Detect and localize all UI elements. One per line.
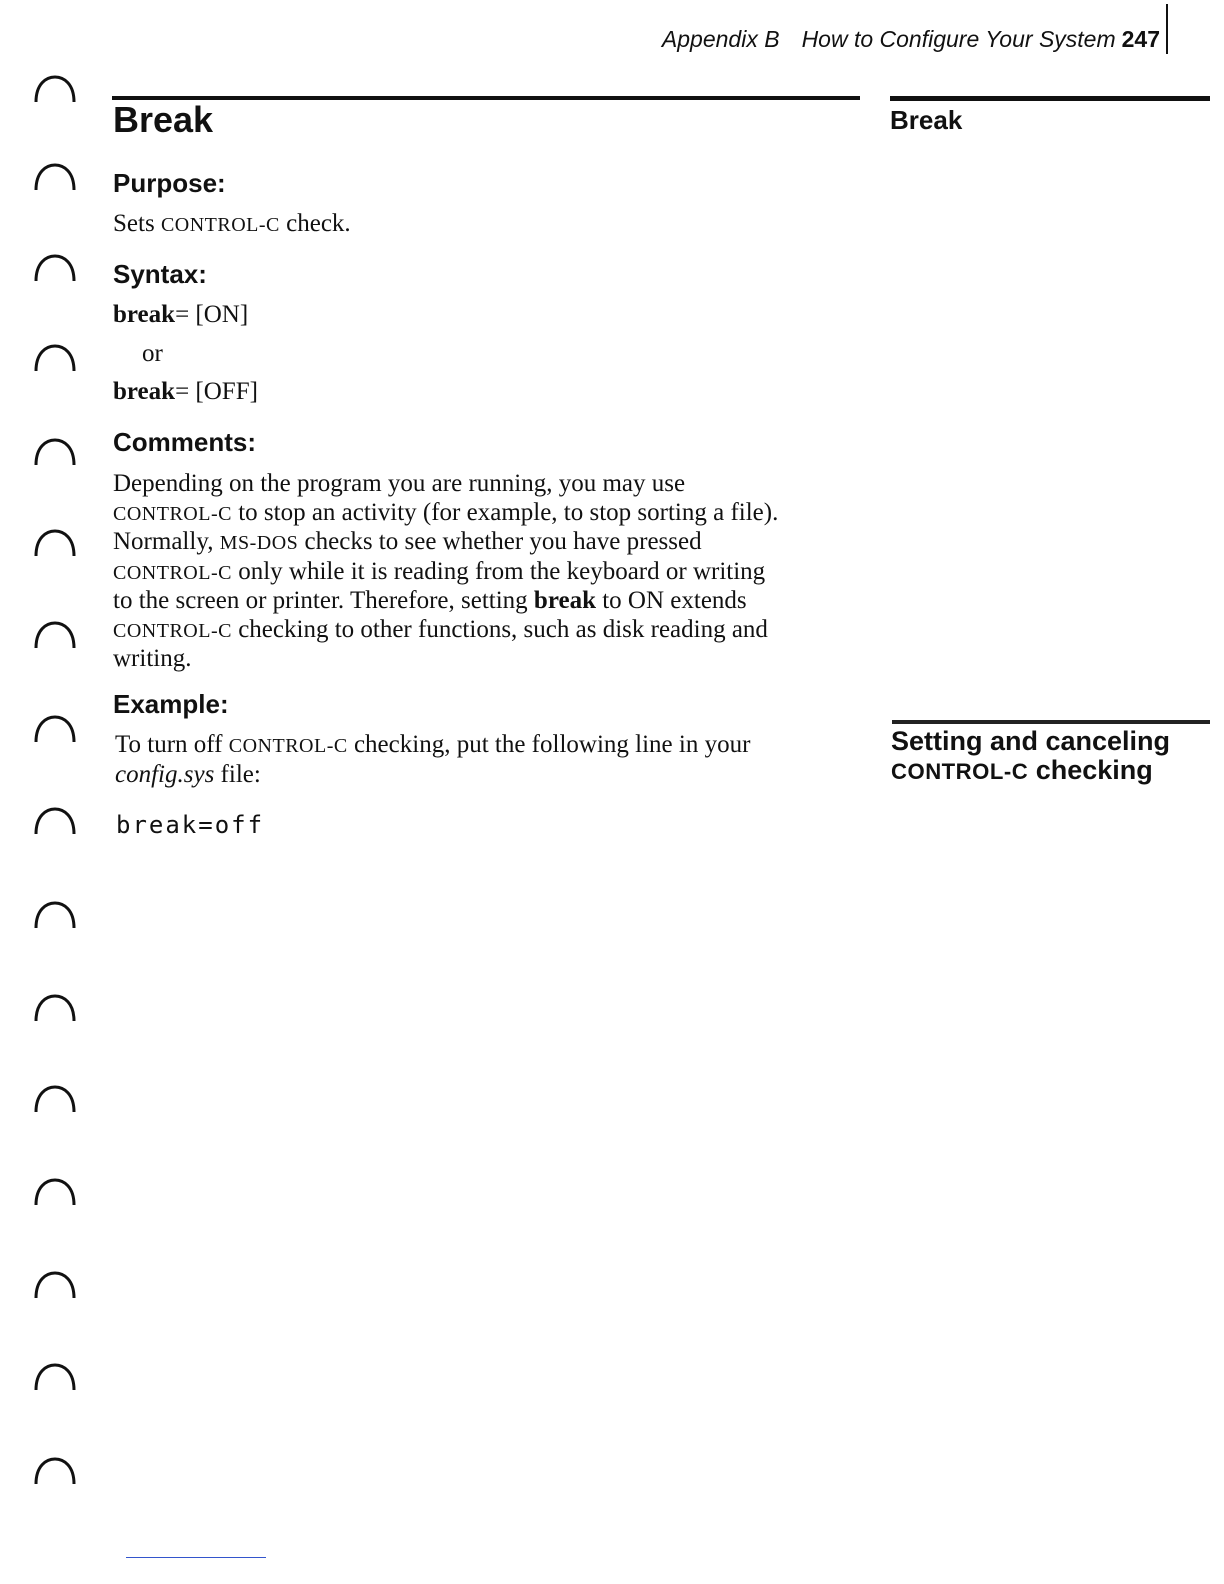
comments-line: Depending on the program you are running, you may use [113,470,686,497]
binder-hole-icon [30,714,80,744]
comments-line: CONTROL-C to stop an activity (for example, to stop sorting a file). [113,498,779,526]
syntax-separator: or [142,340,163,367]
binder-hole-icon [30,162,80,192]
syntax-heading: Syntax: [113,259,207,289]
example-heading: Example: [113,689,229,719]
comments-body [113,470,873,674]
config-file-name: config.sys [115,760,215,788]
main-title-rule [112,96,860,100]
binder-hole-icon [30,1270,80,1300]
binder-hole-icon [30,253,80,283]
syntax-command: break [113,301,176,328]
purpose-text: Sets CONTROL-C check. [113,210,351,237]
syntax-value: = [OFF] [175,378,258,405]
binder-hole-icon [30,528,80,558]
binder-hole-icon [30,437,80,467]
binder-hole-icon [30,1084,80,1114]
purpose-heading: Purpose: [113,168,226,198]
comments-line: Normally, MS-DOS checks to see whether you have pressed [113,528,702,555]
binder-hole-icon [30,900,80,930]
margin-note-rule [892,720,1210,724]
comments-line: writing. [113,645,192,672]
example-code: break=off [116,811,265,839]
margin-title-rule [890,96,1210,101]
syntax-command: break [113,378,176,405]
binder-hole-icon [30,620,80,650]
comments-line: CONTROL-C only while it is reading from the keyboard or writing [113,557,766,585]
keyword-control-c: CONTROL-C [160,214,280,236]
comments-heading: Comments: [113,427,257,457]
binder-hole-icon [30,74,80,104]
header-vertical-rule [1166,4,1168,54]
margin-note: Setting and canceling CONTROL-C checking [891,726,1171,785]
comments-line: CONTROL-C checking to other functions, such as disk reading and [113,615,768,643]
footer-rule [126,1557,266,1558]
binder-hole-icon [30,1362,80,1392]
binder-hole-icon [30,1177,80,1207]
syntax-line-on [113,301,248,330]
syntax-value: = [ON] [175,301,249,328]
example-body: To turn off CONTROL-C checking, put the following line in your config.sys file: [115,731,751,788]
syntax-line-off [113,378,258,407]
margin-title: Break [890,105,963,135]
page-title: Break [113,99,214,140]
comments-line: to the screen or printer. Therefore, setting break to ON extends [113,587,747,614]
chapter-title: How to Configure Your System [801,26,1116,52]
binder-hole-icon [30,1456,80,1486]
page-number: 247 [1121,26,1160,52]
appendix-label: Appendix B [661,26,780,52]
binder-hole-icon [30,343,80,373]
binder-hole-icon [30,993,80,1023]
running-header [600,26,1160,53]
binder-hole-icon [30,806,80,836]
